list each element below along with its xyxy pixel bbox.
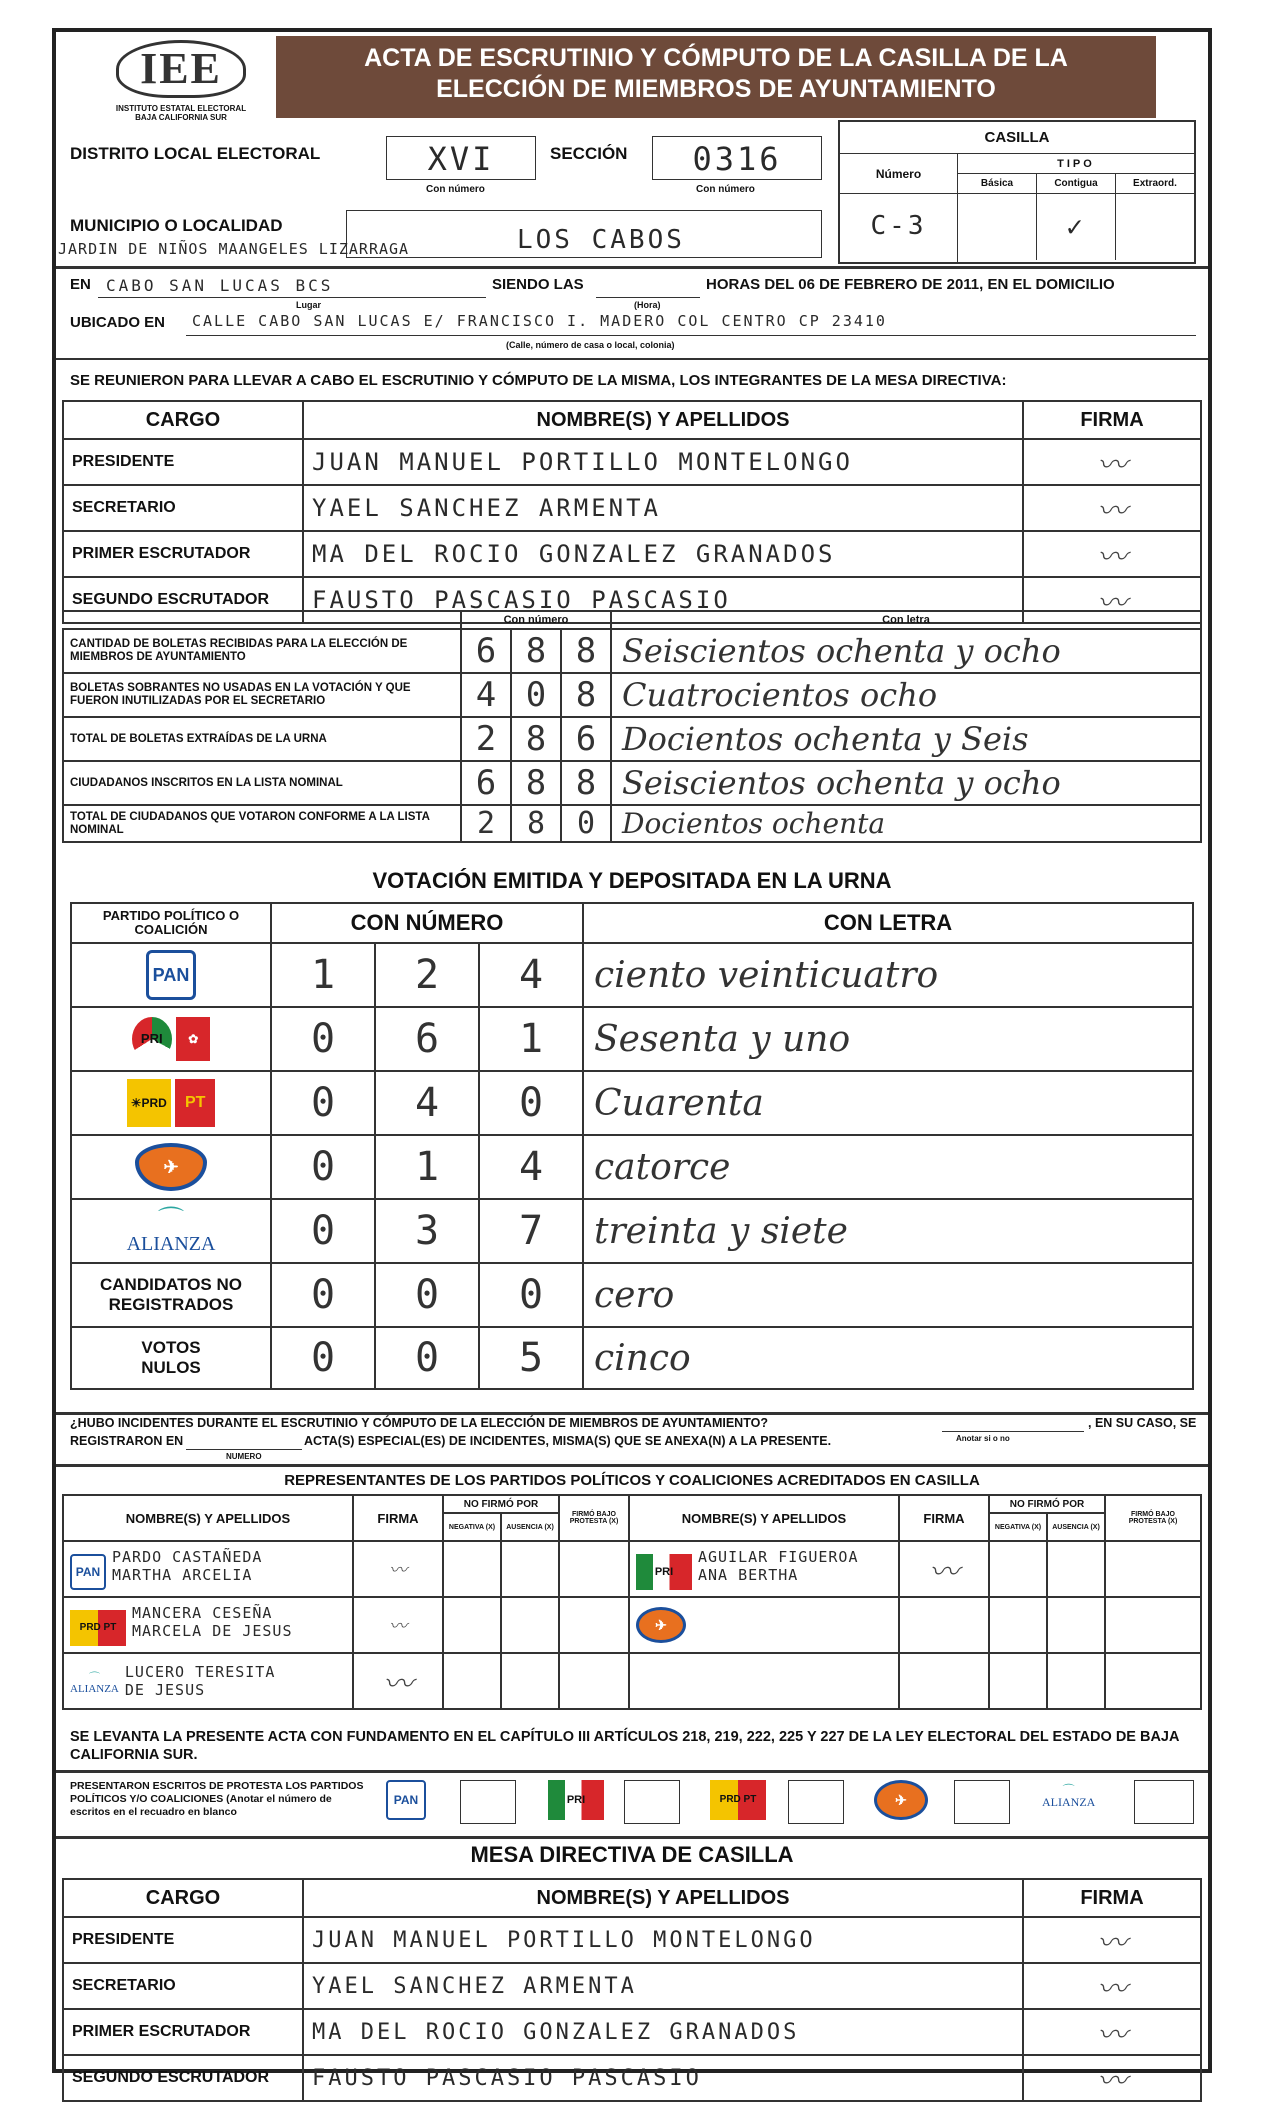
municipality-overflow: JARDIN DE NIÑOS MAANGELES LIZARRAGA	[58, 240, 410, 258]
hora-field[interactable]	[596, 276, 700, 298]
casilla-basica-label: Básica	[958, 174, 1037, 193]
table-row	[63, 629, 1201, 673]
casilla-title: CASILLA	[840, 122, 1194, 154]
signature[interactable]: 〰	[353, 1597, 443, 1653]
table-row	[63, 1653, 1201, 1709]
section-label: SECCIÓN	[550, 144, 628, 163]
rep-protesta-box[interactable]	[1105, 1653, 1201, 1709]
rep-ausencia-box[interactable]	[1047, 1653, 1105, 1709]
rep-nombre[interactable]: LUCERO TERESITA	[124, 1663, 276, 1681]
table-row	[63, 805, 1201, 842]
table-row	[63, 717, 1201, 761]
mesa1-cargo: SECRETARIO	[63, 485, 303, 531]
table-row	[71, 1263, 1193, 1327]
pt-icon: PT	[175, 1079, 215, 1127]
protesta-nueva-alianza	[1042, 1784, 1095, 1811]
vote-digit[interactable]: 1	[271, 943, 375, 1007]
representantes-table	[62, 1494, 1202, 1710]
protesta-pan	[386, 1780, 426, 1820]
count-label: TOTAL DE BOLETAS EXTRAÍDAS DE LA URNA	[63, 717, 461, 761]
protesta-box-convergencia[interactable]	[954, 1780, 1010, 1824]
incidentes-line1: ¿HUBO INCIDENTES DURANTE EL ESCRUTINIO Y CÓMPUTO DE LA ELECCIÓN DE MIEMBROS DE AYUNTAMIENTO?	[70, 1416, 768, 1430]
rep-nombre[interactable]: ANA BERTHA	[698, 1566, 799, 1584]
vote-digit[interactable]: 3	[375, 1199, 479, 1263]
signature[interactable]	[899, 1653, 989, 1709]
signature[interactable]: 〰	[1023, 2009, 1201, 2055]
pan-icon: PAN	[146, 950, 196, 1000]
vote-digit[interactable]: 0	[271, 1327, 375, 1389]
mesa1-header-cargo: CARGO	[63, 401, 303, 439]
mesa1-cargo: PRIMER ESCRUTADOR	[63, 531, 303, 577]
signature[interactable]: 〰	[1023, 1963, 1201, 2009]
rep-header-nombre-right: NOMBRE(S) Y APELLIDOS	[629, 1495, 899, 1541]
incidentes-line1-end: , EN SU CASO, SE	[1088, 1416, 1197, 1430]
count-digit[interactable]: 8	[561, 673, 611, 717]
casilla-box	[838, 120, 1196, 264]
calle-label: (Calle, número de casa o local, colonia)	[506, 340, 675, 350]
siendo-label: SIENDO LAS	[492, 276, 584, 293]
vote-digit[interactable]: 0	[375, 1327, 479, 1389]
count-letra[interactable]: Seiscientos ochenta y ocho	[611, 629, 1201, 673]
protesta-box-prd[interactable]	[788, 1780, 844, 1824]
divider-6	[56, 1836, 1208, 1839]
vote-digit[interactable]: 0	[271, 1135, 375, 1199]
rep-nombre[interactable]: MARCELA DE JESUS	[132, 1622, 293, 1640]
rep-nombre[interactable]: PARDO CASTAÑEDA	[112, 1548, 263, 1566]
count-letra[interactable]: Seiscientos ochenta y ocho	[611, 761, 1201, 805]
acta-sheet	[52, 28, 1212, 2099]
rep-header-ausencia: AUSENCIA (X)	[1047, 1513, 1105, 1541]
count-digit[interactable]: 8	[511, 717, 561, 761]
count-digit[interactable]: 8	[511, 761, 561, 805]
vote-digit[interactable]: 5	[479, 1327, 583, 1389]
casilla-basica-box[interactable]	[958, 194, 1037, 260]
district-label: DISTRITO LOCAL ELECTORAL	[70, 144, 321, 163]
count-digit[interactable]: 6	[461, 761, 511, 805]
convergencia-icon: ✈	[636, 1607, 686, 1643]
divider-4	[56, 1464, 1208, 1467]
casilla-numero-value[interactable]: C-3	[870, 211, 927, 241]
mesa2-cargo: SEGUNDO ESCRUTADOR	[63, 2055, 303, 2101]
mesa1-cargo: SEGUNDO ESCRUTADOR	[63, 577, 303, 623]
nueva-alianza-icon: ⌒ ALIANZA	[70, 1672, 119, 1695]
vote-digit[interactable]: 6	[375, 1007, 479, 1071]
count-digit[interactable]: 8	[561, 629, 611, 673]
counts-con-letra: Con letra	[611, 611, 1201, 629]
iee-logo	[96, 40, 266, 130]
org-name-line1: INSTITUTO ESTATAL ELECTORAL	[115, 104, 247, 113]
mesa2-header-nombre: NOMBRE(S) Y APELLIDOS	[303, 1879, 1023, 1917]
rep-nombre[interactable]: AGUILAR FIGUEROA	[698, 1548, 859, 1566]
votos-nulos-label: VOTOS NULOS	[71, 1327, 271, 1389]
casilla-extraord-label: Extraord.	[1133, 178, 1177, 189]
district-value: XVI	[427, 140, 495, 178]
rep-negativa-box[interactable]	[443, 1653, 501, 1709]
count-digit[interactable]: 6	[461, 629, 511, 673]
vote-digit[interactable]: 0	[271, 1007, 375, 1071]
vote-digit[interactable]: 7	[479, 1199, 583, 1263]
vote-letra[interactable]: ciento veinticuatro	[583, 943, 1193, 1007]
table-row	[63, 1917, 1201, 1963]
rep-negativa-box[interactable]	[443, 1541, 501, 1597]
divider-5	[56, 1770, 1208, 1773]
rep-negativa-box[interactable]	[989, 1541, 1047, 1597]
section-value: 0316	[692, 140, 782, 178]
ubicado-label: UBICADO EN	[70, 314, 166, 331]
vote-letra[interactable]: Cuarenta	[583, 1071, 1193, 1135]
count-digit[interactable]: 4	[461, 673, 511, 717]
count-digit[interactable]: 0	[561, 805, 611, 842]
rep-header-nombre-left: NOMBRE(S) Y APELLIDOS	[63, 1495, 353, 1541]
rep-header-negativa: NEGATIVA (X)	[443, 1513, 501, 1541]
incidentes-numero-field[interactable]	[186, 1432, 302, 1450]
table-row	[63, 2009, 1201, 2055]
title-bar	[276, 36, 1156, 118]
rep-protesta-box[interactable]	[1105, 1541, 1201, 1597]
rep-header-negativa: NEGATIVA (X)	[989, 1513, 1047, 1541]
mesa2-cargo: PRESIDENTE	[63, 1917, 303, 1963]
table-row	[63, 1541, 1201, 1597]
count-label: TOTAL DE CIUDADANOS QUE VOTARON CONFORME A LA LISTA NOMINAL	[63, 805, 461, 842]
rep-header-ausencia: AUSENCIA (X)	[501, 1513, 559, 1541]
rep-header-nofirmo-left: NO FIRMÓ POR	[443, 1495, 559, 1513]
vote-digit[interactable]: 0	[271, 1199, 375, 1263]
rep-nombre[interactable]: MARTHA ARCELIA	[112, 1566, 253, 1584]
vote-digit[interactable]: 4	[479, 1135, 583, 1199]
protesta-box-pan[interactable]	[460, 1780, 516, 1824]
mesa2-nombre[interactable]: MA DEL ROCIO GONZALEZ GRANADOS	[303, 2009, 1023, 2055]
pri-pvem-logo	[71, 1007, 271, 1071]
counts-con-numero: Con número	[461, 611, 611, 629]
signature[interactable]: 〰	[353, 1653, 443, 1709]
votacion-table	[70, 902, 1194, 1390]
table-row	[63, 761, 1201, 805]
divider-1	[56, 266, 1208, 269]
count-digit[interactable]: 0	[511, 673, 561, 717]
rep-protesta-box[interactable]	[1105, 1597, 1201, 1653]
ubicado-value: CALLE CABO SAN LUCAS E/ FRANCISCO I. MADERO COL CENTRO CP 23410	[192, 312, 887, 330]
hora-label: (Hora)	[634, 300, 661, 310]
municipality-value: LOS CABOS	[517, 225, 685, 255]
mesa1-nombre[interactable]: JUAN MANUEL PORTILLO MONTELONGO	[303, 439, 1023, 485]
table-row	[63, 673, 1201, 717]
vote-digit[interactable]: 4	[375, 1071, 479, 1135]
rep-ausencia-box[interactable]	[1047, 1541, 1105, 1597]
mesa1-nombre[interactable]: FAUSTO PASCASIO PASCASIO	[303, 577, 1023, 623]
count-digit[interactable]: 6	[561, 717, 611, 761]
casilla-contigua-mark: ✓	[1066, 210, 1086, 243]
prd-pt-logo	[71, 1071, 271, 1135]
pan-icon: PAN	[386, 1780, 426, 1820]
mesa2-header-firma: FIRMA	[1023, 1879, 1201, 1917]
pan-logo	[71, 943, 271, 1007]
table-row	[71, 1135, 1193, 1199]
convergencia-logo	[71, 1135, 271, 1199]
nueva-alianza-logo	[71, 1199, 271, 1263]
protesta-text: PRESENTARON ESCRITOS DE PROTESTA LOS PARTIDOS POLÍTICOS Y/O COALICIONES (Anotar el número de escritos en el recuadro en blanco	[70, 1780, 364, 1818]
rep-header-protesta-left: FIRMÓ BAJO PROTESTA (X)	[559, 1495, 629, 1541]
protesta-pri	[548, 1780, 604, 1820]
table-row	[71, 943, 1193, 1007]
casilla-contigua-box[interactable]	[1037, 194, 1116, 260]
section-field[interactable]	[652, 136, 822, 180]
vote-letra[interactable]: treinta y siete	[583, 1199, 1193, 1263]
rep-ausencia-box[interactable]	[501, 1653, 559, 1709]
vote-digit[interactable]: 4	[479, 943, 583, 1007]
vote-digit[interactable]: 0	[375, 1263, 479, 1327]
protesta-box-pri[interactable]	[624, 1780, 680, 1824]
table-row	[63, 2055, 1201, 2101]
count-letra[interactable]: Docientos ochenta y Seis	[611, 717, 1201, 761]
votacion-title: VOTACIÓN EMITIDA Y DEPOSITADA EN LA URNA	[372, 868, 892, 893]
count-digit[interactable]: 2	[461, 717, 511, 761]
mesa2-nombre[interactable]: FAUSTO PASCASIO PASCASIO	[303, 2055, 1023, 2101]
signature[interactable]: 〰	[899, 1541, 989, 1597]
counts-table	[62, 610, 1202, 843]
rep-header-firma-right: FIRMA	[899, 1495, 989, 1541]
mesa1-header-firma: FIRMA	[1023, 401, 1201, 439]
count-label: CIUDADANOS INSCRITOS EN LA LISTA NOMINAL	[63, 761, 461, 805]
rep-protesta-box[interactable]	[559, 1597, 629, 1653]
casilla-numero-label: Número	[840, 154, 957, 194]
votacion-header-partido: PARTIDO POLÍTICO O COALICIÓN	[71, 903, 271, 943]
district-sublabel: Con número	[426, 184, 485, 195]
mesa2-cargo: PRIMER ESCRUTADOR	[63, 2009, 303, 2055]
horas-text: HORAS DEL 06 DE FEBRERO DE 2011, EN EL DOMICILIO	[706, 276, 1115, 293]
nueva-alianza-icon: ⌒ ALIANZA	[126, 1205, 216, 1255]
reunion-text: SE REUNIERON PARA LLEVAR A CABO EL ESCRUTINIO Y CÓMPUTO DE LA MISMA, LOS INTEGRANTES DE LA MESA DIRECTIVA:	[70, 372, 1007, 389]
mesa1-nombre[interactable]: YAEL SANCHEZ ARMENTA	[303, 485, 1023, 531]
rep-negativa-box[interactable]	[443, 1597, 501, 1653]
mesa2-nombre[interactable]: YAEL SANCHEZ ARMENTA	[303, 1963, 1023, 2009]
nueva-alianza-icon: ⌒ ALIANZA	[1042, 1783, 1096, 1809]
vote-digit[interactable]: 0	[271, 1071, 375, 1135]
mesa2-nombre[interactable]: JUAN MANUEL PORTILLO MONTELONGO	[303, 1917, 1023, 1963]
district-field[interactable]	[386, 136, 536, 180]
ubicado-field[interactable]	[186, 312, 1196, 336]
prd-pt-icon: PRD PT	[70, 1610, 126, 1646]
votacion-header-numero: CON NÚMERO	[271, 903, 583, 943]
count-digit[interactable]: 8	[511, 805, 561, 842]
mesa2-header-cargo: CARGO	[63, 1879, 303, 1917]
rep-protesta-box[interactable]	[559, 1541, 629, 1597]
incidentes-answer-field[interactable]	[942, 1414, 1084, 1432]
title-line1: ACTA DE ESCRUTINIO Y CÓMPUTO DE LA CASILLA DE LA	[364, 44, 1068, 72]
count-digit[interactable]: 8	[511, 629, 561, 673]
municipality-label: MUNICIPIO O LOCALIDAD	[70, 216, 283, 235]
table-row	[71, 1071, 1193, 1135]
table-row	[71, 1007, 1193, 1071]
votacion-header-letra: CON LETRA	[583, 903, 1193, 943]
mesa1-nombre[interactable]: MA DEL ROCIO GONZALEZ GRANADOS	[303, 531, 1023, 577]
incidentes-line2-b: ACTA(S) ESPECIAL(ES) DE INCIDENTES, MISMA(S) QUE SE ANEXA(N) A LA PRESENTE.	[304, 1434, 832, 1448]
count-label: BOLETAS SOBRANTES NO USADAS EN LA VOTACIÓN Y QUE FUERON INUTILIZADAS POR EL SECRETARIO	[63, 673, 461, 717]
convergencia-icon: ✈	[874, 1780, 928, 1820]
rep-header-firma-left: FIRMA	[353, 1495, 443, 1541]
signature[interactable]: 〰	[1023, 531, 1201, 577]
convergencia-icon: ✈	[135, 1143, 207, 1191]
section-sublabel: Con número	[696, 184, 755, 195]
mesa2-title: MESA DIRECTIVA DE CASILLA	[470, 1842, 794, 1867]
representantes-title: REPRESENTANTES DE LOS PARTIDOS POLÍTICOS Y COALICIONES ACREDITADOS EN CASILLA	[284, 1472, 980, 1489]
signature[interactable]: 〰	[1023, 485, 1201, 531]
pri-pvem-icon: PRI	[636, 1554, 692, 1590]
vote-digit[interactable]: 0	[479, 1071, 583, 1135]
protesta-box-nueva-alianza[interactable]	[1134, 1780, 1194, 1824]
vote-digit[interactable]: 0	[271, 1263, 375, 1327]
vote-letra[interactable]: Sesenta y uno	[583, 1007, 1193, 1071]
signature[interactable]: 〰	[1023, 439, 1201, 485]
en-field[interactable]	[98, 276, 486, 298]
title-line2: ELECCIÓN DE MIEMBROS DE AYUNTAMIENTO	[436, 75, 996, 103]
incidentes-anotar-label: Anotar si o no	[956, 1434, 1010, 1443]
mesa2-cargo: SECRETARIO	[63, 1963, 303, 2009]
rep-ausencia-box[interactable]	[1047, 1597, 1105, 1653]
rep-protesta-box[interactable]	[559, 1653, 629, 1709]
org-name-line2: BAJA CALIFORNIA SUR	[135, 113, 227, 122]
mesa1-cargo: PRESIDENTE	[63, 439, 303, 485]
pri-pvem-icon: PRI	[548, 1780, 604, 1820]
vote-digit[interactable]: 2	[375, 943, 479, 1007]
municipality-field[interactable]	[346, 210, 822, 258]
rep-nombre[interactable]: MANCERA CESEÑA	[132, 1604, 273, 1622]
table-row	[63, 485, 1201, 531]
rep-negativa-box[interactable]	[989, 1597, 1047, 1653]
table-row	[63, 531, 1201, 577]
pvem-icon: ✿	[176, 1017, 210, 1061]
pri-icon: PRI	[132, 1017, 172, 1061]
table-row	[71, 1199, 1193, 1263]
count-label: CANTIDAD DE BOLETAS RECIBIDAS PARA LA ELECCIÓN DE MIEMBROS DE AYUNTAMIENTO	[63, 629, 461, 673]
count-letra[interactable]: Docientos ochenta	[611, 805, 1201, 842]
iee-logo-mark: IEE	[116, 40, 246, 98]
count-letra[interactable]: Cuatrocientos ocho	[611, 673, 1201, 717]
signature[interactable]: 〰	[1023, 1917, 1201, 1963]
protesta-prd	[710, 1780, 766, 1820]
mesa-directiva-table-2	[62, 1878, 1202, 2102]
protesta-convergencia	[874, 1780, 928, 1820]
no-registrados-label: CANDIDATOS NO REGISTRADOS	[71, 1263, 271, 1327]
en-value: CABO SAN LUCAS BCS	[106, 276, 334, 295]
table-row	[71, 1327, 1193, 1389]
signature[interactable]: 〰	[353, 1541, 443, 1597]
vote-digit[interactable]: 1	[375, 1135, 479, 1199]
fundamento-text: SE LEVANTA LA PRESENTE ACTA CON FUNDAMENTO EN EL CAPÍTULO III ARTÍCULOS 218, 219, 222, 225 Y 227 DE LA LEY ELECTORAL DEL ESTADO DE BAJA CALIFORNIA SUR.	[70, 1729, 1179, 1763]
rep-header-protesta-right: FIRMÓ BAJO PROTESTA (X)	[1105, 1495, 1201, 1541]
mesa-directiva-table-1	[62, 400, 1202, 624]
casilla-tipo-label: TIPO	[958, 154, 1194, 174]
signature[interactable]: 〰	[1023, 2055, 1201, 2101]
table-row	[63, 439, 1201, 485]
lugar-label: Lugar	[296, 300, 322, 310]
prd-pt-icon: PRD PT	[710, 1780, 766, 1820]
table-row	[63, 1597, 1201, 1653]
signature[interactable]: 〰	[1023, 577, 1201, 623]
mesa1-header-nombre: NOMBRE(S) Y APELLIDOS	[303, 401, 1023, 439]
pan-icon: PAN	[70, 1554, 106, 1590]
rep-ausencia-box[interactable]	[501, 1541, 559, 1597]
signature[interactable]	[899, 1597, 989, 1653]
rep-ausencia-box[interactable]	[501, 1597, 559, 1653]
prd-icon: ☀PRD	[127, 1079, 171, 1127]
vote-letra[interactable]: catorce	[583, 1135, 1193, 1199]
divider-2	[56, 358, 1208, 360]
vote-letra[interactable]: cero	[583, 1263, 1193, 1327]
incidentes-numero-label: NUMERO	[226, 1452, 262, 1461]
en-label: EN	[70, 276, 91, 293]
casilla-contigua-label: Contigua	[1037, 174, 1116, 193]
rep-negativa-box[interactable]	[989, 1653, 1047, 1709]
vote-letra[interactable]: cinco	[583, 1327, 1193, 1389]
table-row	[63, 1963, 1201, 2009]
vote-digit[interactable]: 1	[479, 1007, 583, 1071]
rep-nombre[interactable]: DE JESUS	[124, 1681, 206, 1699]
count-digit[interactable]: 8	[561, 761, 611, 805]
casilla-extraord-box[interactable]	[1116, 194, 1194, 260]
rep-header-nofirmo-right: NO FIRMÓ POR	[989, 1495, 1105, 1513]
count-digit[interactable]: 2	[461, 805, 511, 842]
incidentes-line2-a: REGISTRARON EN	[70, 1434, 184, 1448]
vote-digit[interactable]: 0	[479, 1263, 583, 1327]
